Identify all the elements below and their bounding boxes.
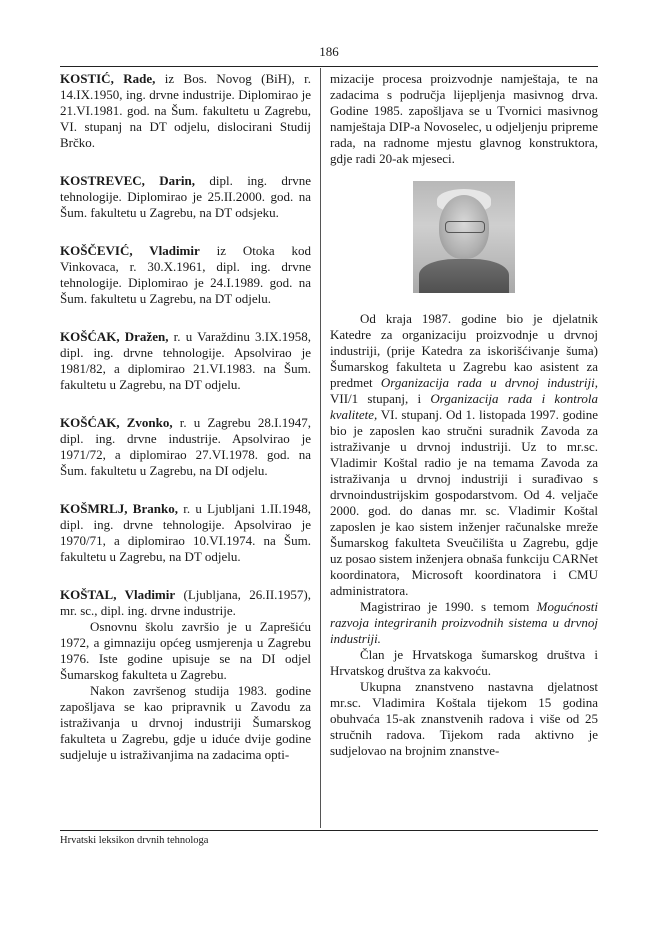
entry-name: KOŠTAL, Vladimir — [60, 587, 176, 602]
entry-kostal-vladimir — [60, 587, 311, 763]
entry-kosmrlj-branko — [60, 501, 311, 565]
entry-text: r. u Varaždinu 3.IX.1958, dipl. ing. drvne tehnologije. Apsolvirao je 1981/82, a diplomirao 21.VI.1983. na Šum. fakultetu u Zagrebu, na DT odjelu. — [60, 329, 312, 392]
continued-paragraph: mizacije procesa proizvodnje namještaja, te na zadacima s područja lijepljenja masivnog drva. Godine 1985. zapošljava se u Tvornici masivnog namještaja DIP-a Novoselec, u odjeljenju pripreme rada, na radnome mjestu glavnog konstruktora, gdje radi 20-ak mjeseci. — [330, 71, 598, 166]
entry-kostic-rade — [60, 71, 311, 151]
footer-title: Hrvatski leksikon drvnih tehnologa — [60, 835, 209, 846]
entry-koscevic-vladimir — [60, 243, 311, 307]
left-column — [60, 71, 311, 785]
entry-name: KOSTIĆ, Rade, — [60, 71, 156, 86]
column-divider — [320, 68, 321, 828]
top-rule — [60, 66, 598, 67]
entry-name: KOŠĆAK, Zvonko, — [60, 415, 173, 430]
entry-text: r. u Ljubljani 1.II.1948, dipl. ing. drvne tehnologije. Apsolvirao je 1970/71, a diplomirao 10.VI.1974. na Šum. fakultetu u Zagrebu, na DT odjelu. — [60, 501, 312, 564]
membership-paragraph: Član je Hrvatskoga šumarskog društva i Hrvatskog društva za kakvoću. — [330, 647, 598, 678]
entry-text: r. u Zagrebu 28.I.1947, dipl. ing. drvne industrije. Apsolvirao je 1971/72, a diplomirao 27.VI.1978. god. na Šum. fakultetu u Zagrebu, na DI odjelu. — [60, 415, 311, 478]
entry-name: KOŠĆAK, Dražen, — [60, 329, 169, 344]
entry-text: dipl. ing. drvne tehnologije. Diplomirao je 25.II.2000. god. na Šum. fakultetu u Zagrebu, na DT odsjeku. — [60, 173, 312, 220]
entry-koscak-drazen — [60, 329, 311, 393]
activity-paragraph: Ukupna znanstveno nastavna djelatnost mr.sc. Vladimira Koštala tijekom 15 godina obuhvaća 15-ak znanstvenih radova i više od 25 stručnih radova. Tijekom rada aktivno je sudjelovao na brojnim znanstve- — [330, 679, 598, 758]
bottom-rule — [60, 830, 598, 831]
entry-paragraph: Nakon završenog studija 1983. godine zapošljava se kao pripravnik u Zavodu za istraživanja u drvnoj industriji Šumarskog fakulteta u Zagrebu, gdje u iduće dvije godine sudjeluje u istraživanjima na zadacima opti- — [60, 683, 311, 762]
entry-name: KOSTREVEC, Darin, — [60, 173, 195, 188]
right-column — [330, 71, 598, 759]
career-paragraph: Od kraja 1987. godine bio je djelatnik Katedre za organizaciju proizvodnje u drvnoj industriji, (prije Katedra za iskorišćivanje šuma) Šumarskog fakulteta u Zagrebu kao asistent za predmet Organizacija rada u drvnoj industriji, VII/1 stupanj, i Organizacija rada i kontrola kvalitete, VI. stupanj. Od 1. listopada 1997. godine bio je zaposlen kao stručni suradnik Zavoda za istraživanje u drvnoj industriji. Uz to mr.sc. Vladimir Koštal radio je na temama Zavoda za istraživanja u drvnoj industriji i surađivao s drvnoindustrijskim gospodarstvom. Od 4. veljače 2000. god. do danas mr. sc. Vladimir Koštal zaposlen je kao sistem inženjer računalske mreže Šumarskog fakulteta Sveučilišta u Zagrebu, gdje uz posao sistem inženjera obnaša funkciju CARNet koordinatora, Microsoft koordinatora i CMU administratora. — [330, 311, 599, 598]
entry-koscak-zvonko — [60, 415, 311, 479]
entry-text: iz Otoka kod Vinkovaca, r. 30.X.1961, dipl. ing. drvne tehnologije. Diplomirao je 24.I.1989. god. na Šum. fakultetu u Zagrebu, na DT odjelu. — [60, 243, 312, 306]
entry-name: KOŠMRLJ, Branko, — [60, 501, 178, 516]
thesis-paragraph: Magistrirao je 1990. s temom Mogućnosti razvoja integriranih proizvodnih sistema u drvnoj industriji. — [330, 599, 598, 646]
entry-kostrevec-darin — [60, 173, 311, 221]
page-number: 186 — [319, 44, 339, 59]
entry-text: iz Bos. Novog (BiH), r. 14.IX.1950, ing. drvne industrije. Diplomirao je 21.VI.1981. god. na Šum. fakultetu u Zagrebu, VI. stupanj na DT odjelu, dislocirani Studij Brčko. — [60, 71, 311, 150]
entry-text: (Ljubljana, 26.II.1957), mr. sc., dipl. ing. drvne industrije. — [60, 587, 312, 618]
portrait-photo — [413, 181, 515, 293]
entry-name: KOŠČEVIĆ, Vladimir — [60, 243, 200, 258]
entry-paragraph: Osnovnu školu završio je u Zaprešiću 1972, a gimnaziju općeg usmjerenja u Zagrebu 1976. Iste godine upisuje se na DI odjel Šumarskog fakulteta u Zagrebu. — [60, 619, 311, 682]
